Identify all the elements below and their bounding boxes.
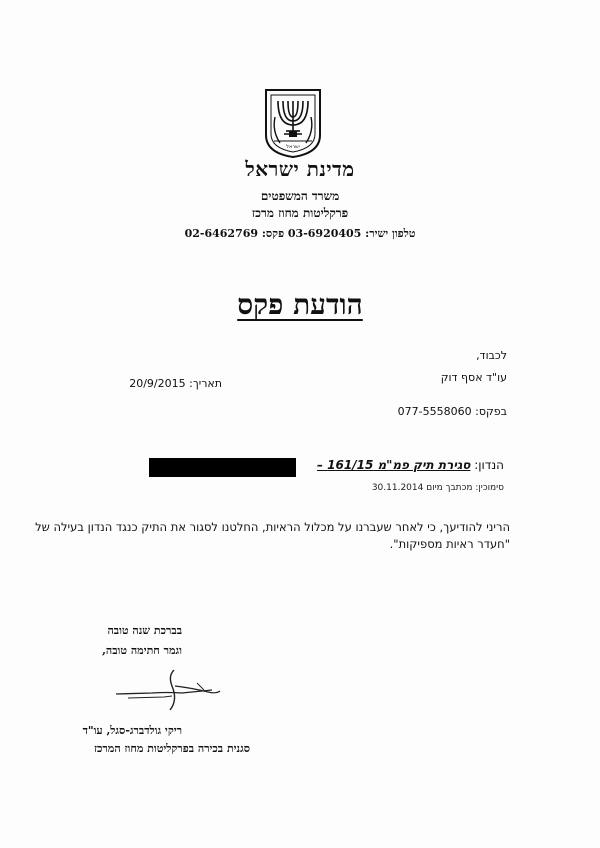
contact-phones: טלפון ישיר: 03-6920405 פקס: 02-6462769 [184,227,416,240]
closing-blessing-1: בברכת שנה טובה [107,624,182,637]
document-title-text: הודעת פקס [237,288,363,321]
subject-title: סגירת תיק פמ"מ 161/15 – [316,458,471,472]
subject-line [317,458,504,472]
reference-line: סימוכין: מכתבך מיום 30.11.2014 [371,483,504,493]
recipient-name: עו"ד אסף דוק [440,371,507,384]
handwritten-signature [112,668,227,713]
office-name: פרקליטות מחוז מרכז [251,206,349,220]
signer-role: סגנית בכירה בפרקליטות מחוז המרכז [93,742,250,755]
state-name: מדינת ישראל [245,157,355,181]
ministry-name: משרד המשפטים [260,189,340,203]
subject-label: הנדון: [474,458,504,472]
body-line-2: "חעדר ראיות מספיקות". [389,537,510,551]
salutation: לכבוד, [476,349,507,362]
redaction-block [149,458,296,477]
menorah-emblem-icon [262,87,324,159]
document-title [0,288,600,322]
recipient-fax: בפקס: 077-5558060 [397,405,507,418]
closing-blessing-2: וגמר חתימה טובה, [102,644,182,657]
body-line-1: הריני להודיעך, כי לאחר שעברנו על מכלול הראיות, החלטנו לסגור את התיק כנגד הנדון בעילה של [35,520,510,534]
signer-name: ריקי גולדברג-סגל, עו"ד [82,724,182,737]
svg-text:ישראל: ישראל [286,144,300,150]
document-date: 20/9/2015 :תאריך [129,377,222,390]
